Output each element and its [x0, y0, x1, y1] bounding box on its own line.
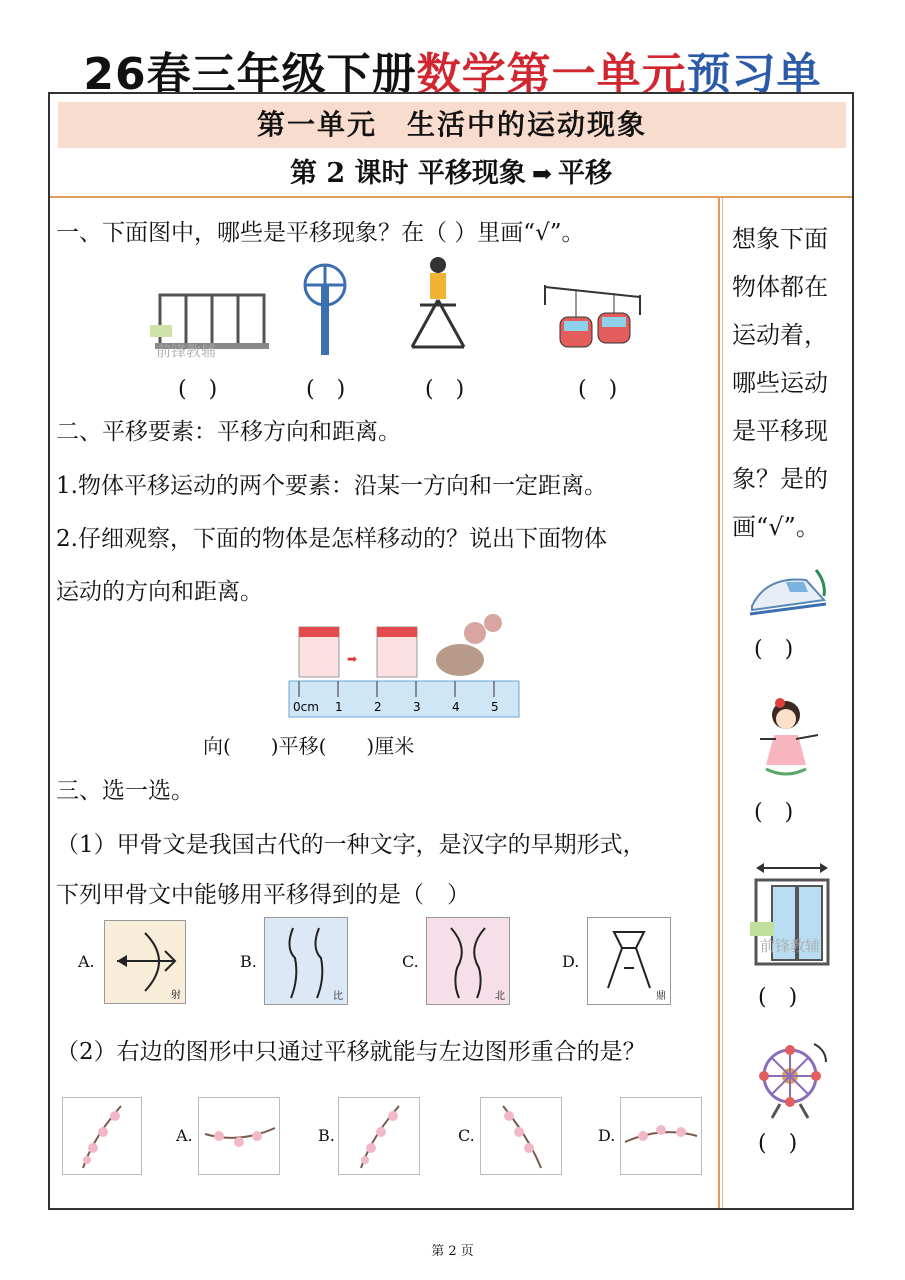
flower-option-b-letter: B. [318, 1126, 335, 1145]
column-divider-inner [722, 198, 723, 1208]
option-d-letter: D. [562, 952, 580, 971]
side-blank-2[interactable]: ( ) [754, 800, 794, 825]
option-c-card[interactable] [426, 917, 510, 1005]
mouse-icon [436, 644, 484, 676]
side-line: 是平移现 [732, 417, 828, 445]
side-instructions [732, 215, 842, 551]
blossom-branch-icon [621, 1098, 701, 1174]
side-line: 物体都在 [732, 273, 828, 301]
option-a-letter: A. [78, 952, 95, 971]
cable-car-icon [545, 285, 640, 347]
side-blank-3[interactable]: ( ) [758, 985, 798, 1010]
option-b-char: 比 [333, 991, 343, 1002]
q3-heading: 三、选一选。 [56, 778, 194, 804]
lesson-band [50, 152, 852, 198]
ruler-label-0: 0cm [293, 700, 319, 714]
q1-watermark: 前锋教辅 [156, 342, 217, 360]
blossom-branch-icon [63, 1098, 141, 1174]
ruler-figure [285, 605, 525, 725]
flower-option-c-letter: C. [458, 1126, 475, 1145]
title-part2: 数学第一单元 [416, 49, 687, 100]
ruler-label-4: 4 [452, 700, 460, 714]
side-line: 想象下面 [732, 225, 828, 253]
side-line: 运动着， [732, 321, 828, 349]
blossom-branch-icon [339, 1098, 419, 1174]
option-a-char: 射 [171, 990, 181, 1001]
side-line: 哪些运动 [732, 369, 828, 397]
option-d-char: 鼎 [656, 991, 666, 1002]
ruler-label-3: 3 [413, 700, 421, 714]
title-part3: 预习单 [686, 49, 822, 100]
option-a-card[interactable] [104, 920, 186, 1004]
bullet-train-icon [746, 562, 832, 622]
flower-option-c[interactable] [480, 1097, 562, 1175]
side-line: 画“√”。 [732, 513, 820, 541]
q2-heading: 二、平移要素：平移方向和距离。 [56, 419, 401, 445]
q1-blank-2[interactable]: ( ) [306, 377, 346, 402]
ruler-label-5: 5 [491, 700, 499, 714]
title-part1: 26春三年级下册 [83, 49, 417, 100]
option-c-letter: C. [402, 952, 419, 971]
q3-part1-b: 下列甲骨文中能够用平移得到的是（ ） [56, 882, 470, 908]
option-d-card[interactable] [587, 917, 671, 1005]
walker-machine-icon [412, 257, 464, 347]
column-divider [718, 198, 720, 1208]
q2-answer[interactable]: 向( )平移( )厘米 [203, 734, 415, 758]
lesson-right: 平移 [558, 158, 613, 189]
side-line: 象？是的 [732, 465, 828, 493]
side-blank-1[interactable]: ( ) [754, 637, 794, 662]
q1-text: 一、下面图中，哪些是平移现象？在（ ）里画“√”。 [56, 220, 585, 246]
flower-option-d-letter: D. [598, 1126, 616, 1145]
spinning-girl-icon [746, 695, 832, 785]
side-watermark: 前锋教辅 [760, 937, 821, 955]
option-b-card[interactable] [264, 917, 348, 1005]
q2-line-3: 运动的方向和距离。 [56, 579, 263, 605]
flower-original [62, 1097, 142, 1175]
q2-line-1: 1.物体平移运动的两个要素：沿某一方向和一定距离。 [56, 473, 607, 499]
q1-blank-1[interactable]: ( ) [178, 377, 218, 402]
q1-blank-4[interactable]: ( ) [578, 377, 618, 402]
q3-part2: （2）右边的图形中只通过平移就能与左边图形重合的是？ [56, 1039, 646, 1065]
unit-band: 第一单元 生活中的运动现象 [58, 102, 846, 148]
blossom-branch-icon [199, 1098, 279, 1174]
move-arrow-icon: ➡ [347, 652, 358, 666]
option-c-char: 北 [495, 991, 505, 1002]
q3-part1-a: （1）甲骨文是我国古代的一种文字，是汉字的早期形式， [56, 832, 646, 858]
lesson-left: 第 2 课时 平移现象 [289, 158, 526, 189]
ferris-wheel-icon [750, 1040, 834, 1120]
page-number: 第 2 页 [431, 1244, 474, 1259]
q2-line-2: 2.仔细观察，下面的物体是怎样移动的？说出下面物体 [56, 526, 607, 552]
exercise-wheel-icon [305, 265, 345, 355]
flower-option-d[interactable] [620, 1097, 702, 1175]
q1-pictures [150, 255, 680, 365]
ruler-label-2: 2 [374, 700, 382, 714]
arrow-right-icon: ➡ [531, 159, 553, 188]
ruler-label-1: 1 [335, 700, 343, 714]
flower-option-a[interactable] [198, 1097, 280, 1175]
blossom-branch-icon [481, 1098, 561, 1174]
side-blank-4[interactable]: ( ) [758, 1131, 798, 1156]
option-b-letter: B. [240, 952, 257, 971]
q1-blank-3[interactable]: ( ) [425, 377, 465, 402]
flower-option-b[interactable] [338, 1097, 420, 1175]
flower-option-a-letter: A. [176, 1126, 193, 1145]
